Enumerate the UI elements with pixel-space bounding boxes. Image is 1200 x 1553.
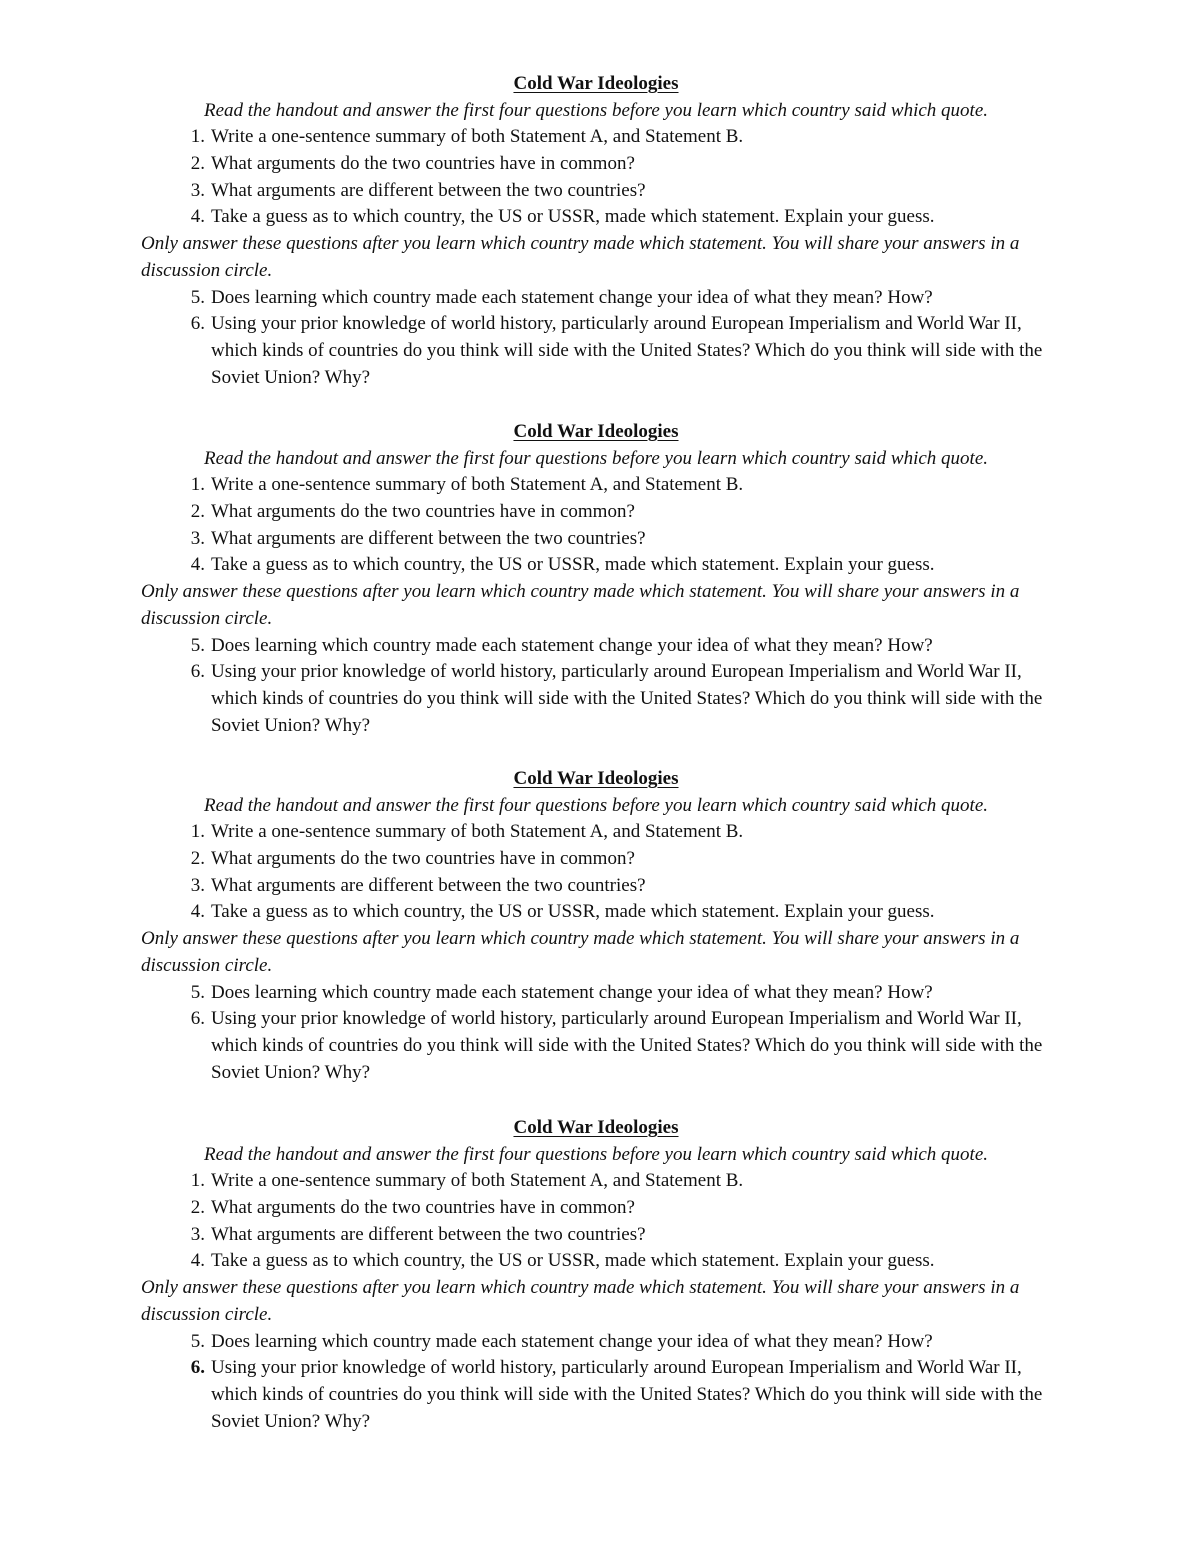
- question-number: 3.: [190, 527, 205, 549]
- question-item: [141, 204, 1051, 231]
- question-text: Write a one-sentence summary of both Statement A, and Statement B.: [211, 821, 744, 843]
- worksheet-title: Cold War Ideologies: [513, 1117, 679, 1138]
- instructions-text: Read the handout and answer the first four questions before you learn which country said which quote.: [203, 1143, 989, 1165]
- question-number: 6.: [190, 1008, 205, 1030]
- question-number: 1.: [190, 1170, 205, 1192]
- question-text: What arguments do the two countries have in common?: [211, 1197, 635, 1219]
- question-number: 5.: [190, 1330, 205, 1352]
- question-number: 5.: [190, 981, 205, 1003]
- question-number: 3.: [190, 179, 205, 201]
- question-text: Take a guess as to which country, the US or USSR, made which statement. Explain your guess.: [211, 206, 935, 228]
- question-item: [141, 1355, 1051, 1435]
- question-number: 4.: [190, 901, 205, 923]
- question-item: [141, 526, 1051, 553]
- question-number: 6.: [190, 661, 205, 683]
- question-number: 6.: [190, 1357, 205, 1379]
- question-item: [141, 1248, 1051, 1275]
- question-text: What arguments do the two countries have in common?: [211, 153, 635, 175]
- worksheet-block: [141, 419, 1051, 739]
- question-number: 5.: [190, 286, 205, 308]
- question-item: [141, 899, 1051, 926]
- question-item: [141, 1168, 1051, 1195]
- question-number: 2.: [190, 848, 205, 870]
- question-number: 5.: [190, 634, 205, 656]
- question-text: Does learning which country made each statement change your idea of what they mean? How?: [211, 286, 933, 308]
- question-text: Using your prior knowledge of world history, particularly around European Imperialism and World War II, which kinds of countries do you think will side with the United States? Which do you think will side with the Soviet Union? Why?: [211, 661, 1043, 736]
- question-item: [141, 285, 1051, 312]
- question-number: 4.: [190, 554, 205, 576]
- question-number: 2.: [190, 153, 205, 175]
- question-number: 6.: [190, 313, 205, 335]
- question-item: [141, 659, 1051, 739]
- question-text: Take a guess as to which country, the US or USSR, made which statement. Explain your guess.: [211, 901, 935, 923]
- instructions-text: Read the handout and answer the first four questions before you learn which country said which quote.: [203, 99, 989, 121]
- question-item: [141, 499, 1051, 526]
- question-number: 3.: [190, 1223, 205, 1245]
- worksheet-block: [141, 71, 1051, 391]
- question-text: Write a one-sentence summary of both Statement A, and Statement B.: [211, 474, 744, 496]
- question-text: What arguments are different between the two countries?: [211, 179, 646, 201]
- question-number: 2.: [190, 1197, 205, 1219]
- worksheet-title: Cold War Ideologies: [513, 73, 679, 94]
- question-number: 3.: [190, 874, 205, 896]
- worksheet-title: Cold War Ideologies: [513, 768, 679, 789]
- question-number: 1.: [190, 474, 205, 496]
- question-item: [141, 846, 1051, 873]
- question-item: [141, 873, 1051, 900]
- worksheet-block: [141, 766, 1051, 1086]
- question-item: [141, 980, 1051, 1007]
- question-text: What arguments do the two countries have in common?: [211, 501, 635, 523]
- question-text: What arguments do the two countries have in common?: [211, 848, 635, 870]
- worksheet-block: [141, 1115, 1051, 1435]
- question-text: Using your prior knowledge of world history, particularly around European Imperialism and World War II, which kinds of countries do you think will side with the United States? Which do you think will side with the Soviet Union? Why?: [211, 1357, 1043, 1432]
- after-note-text: Only answer these questions after you learn which country made which statement. You will share your answers in a discussion circle.: [141, 581, 1020, 629]
- question-number: 4.: [190, 1250, 205, 1272]
- question-text: Take a guess as to which country, the US or USSR, made which statement. Explain your guess.: [211, 1250, 935, 1272]
- question-text: Write a one-sentence summary of both Statement A, and Statement B.: [211, 126, 744, 148]
- question-item: [141, 552, 1051, 579]
- question-item: [141, 1195, 1051, 1222]
- question-text: What arguments are different between the two countries?: [211, 1223, 646, 1245]
- question-text: Using your prior knowledge of world history, particularly around European Imperialism and World War II, which kinds of countries do you think will side with the United States? Which do you think will side with the Soviet Union? Why?: [211, 1008, 1043, 1083]
- question-text: Take a guess as to which country, the US or USSR, made which statement. Explain your guess.: [211, 554, 935, 576]
- instructions-text: Read the handout and answer the first four questions before you learn which country said which quote.: [203, 447, 989, 469]
- after-note-text: Only answer these questions after you learn which country made which statement. You will share your answers in a discussion circle.: [141, 1277, 1020, 1325]
- question-number: 4.: [190, 206, 205, 228]
- question-text: Write a one-sentence summary of both Statement A, and Statement B.: [211, 1170, 744, 1192]
- after-note-text: Only answer these questions after you learn which country made which statement. You will share your answers in a discussion circle.: [141, 233, 1020, 281]
- question-item: [141, 124, 1051, 151]
- instructions-text: Read the handout and answer the first four questions before you learn which country said which quote.: [203, 794, 989, 816]
- question-item: [141, 633, 1051, 660]
- question-number: 1.: [190, 126, 205, 148]
- question-text: Using your prior knowledge of world history, particularly around European Imperialism and World War II, which kinds of countries do you think will side with the United States? Which do you think will side with the Soviet Union? Why?: [211, 313, 1043, 388]
- after-note-text: Only answer these questions after you learn which country made which statement. You will share your answers in a discussion circle.: [141, 928, 1020, 976]
- question-number: 2.: [190, 501, 205, 523]
- question-text: Does learning which country made each statement change your idea of what they mean? How?: [211, 1330, 933, 1352]
- question-item: [141, 1329, 1051, 1356]
- question-text: Does learning which country made each statement change your idea of what they mean? How?: [211, 634, 933, 656]
- question-item: [141, 1006, 1051, 1086]
- question-text: What arguments are different between the two countries?: [211, 527, 646, 549]
- question-item: [141, 151, 1051, 178]
- worksheet-title: Cold War Ideologies: [513, 421, 679, 442]
- question-item: [141, 1222, 1051, 1249]
- question-item: [141, 178, 1051, 205]
- question-item: [141, 311, 1051, 391]
- question-number: 1.: [190, 821, 205, 843]
- question-text: What arguments are different between the two countries?: [211, 874, 646, 896]
- question-item: [141, 472, 1051, 499]
- question-item: [141, 819, 1051, 846]
- question-text: Does learning which country made each statement change your idea of what they mean? How?: [211, 981, 933, 1003]
